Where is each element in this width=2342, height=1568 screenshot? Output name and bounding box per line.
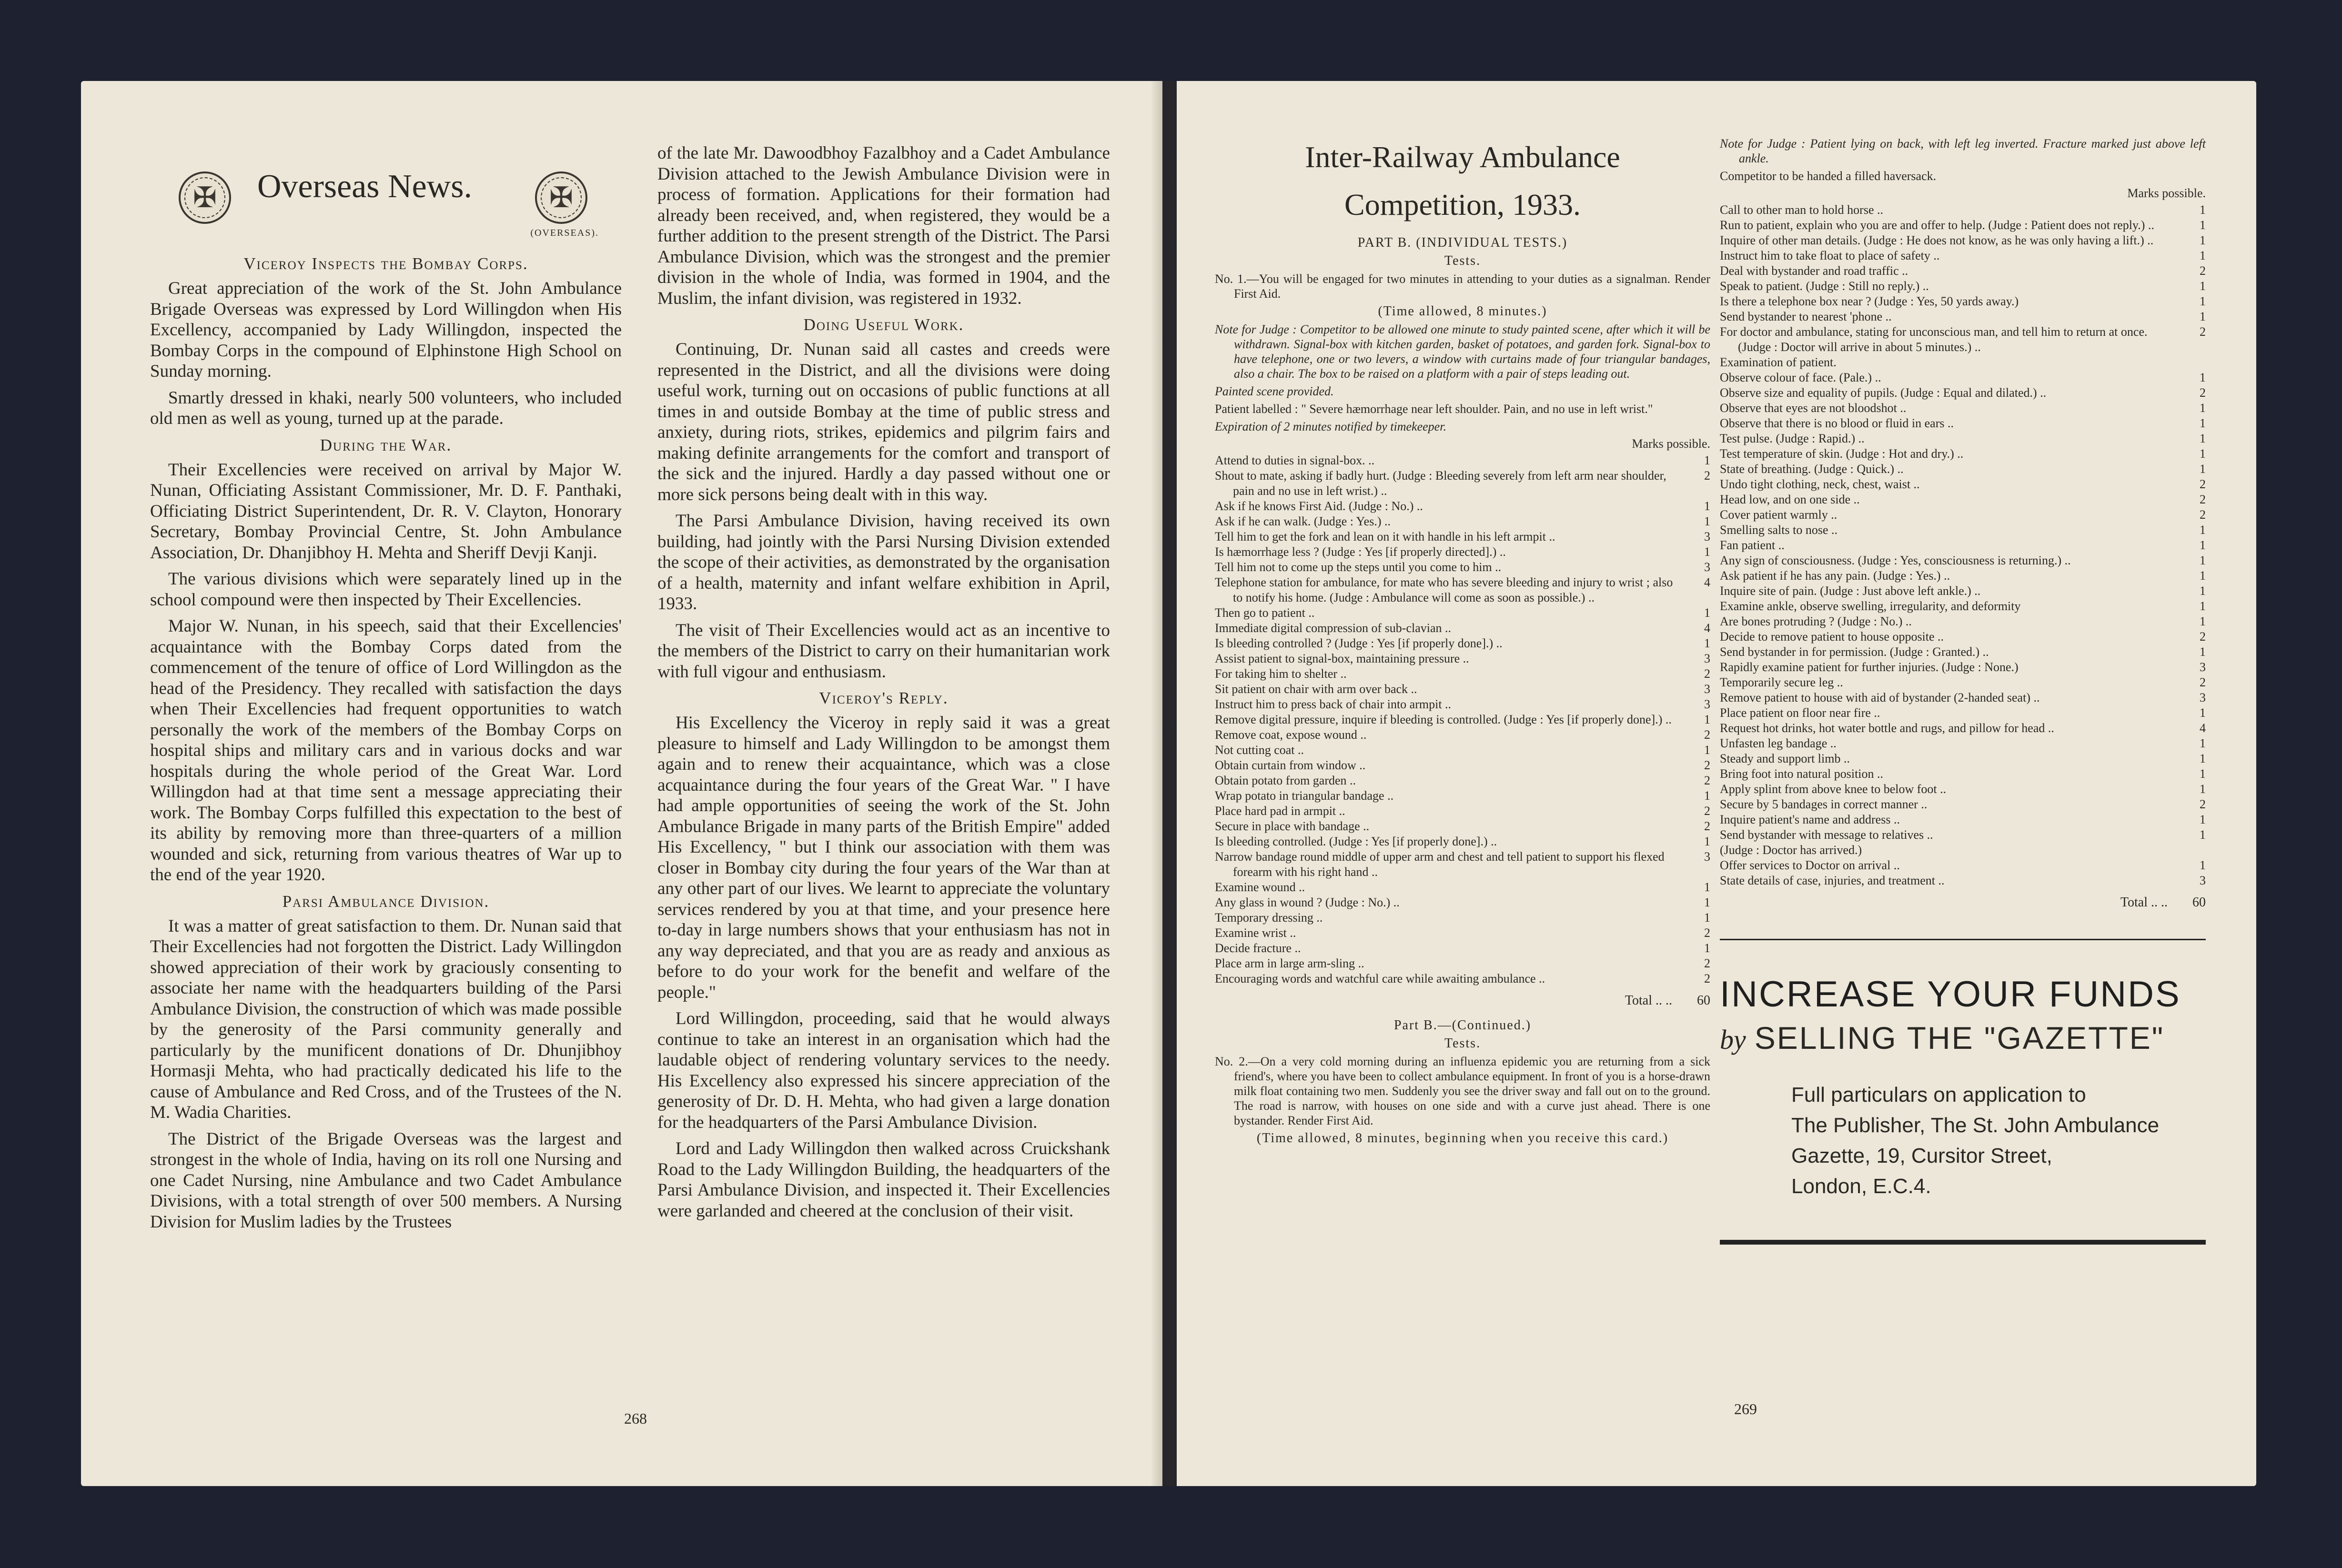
marks-row-points: 1 xyxy=(2200,249,2206,262)
marks-row xyxy=(1720,583,2206,599)
marks-row-text: Cover patient warmly .. xyxy=(1720,508,1837,522)
marks-row-text: Test temperature of skin. (Judge : Hot and dry.) .. xyxy=(1720,447,1964,461)
right-column-1 xyxy=(1215,81,1710,1149)
marks-row-text: Assist patient to signal-box, maintaining pressure .. xyxy=(1215,652,1469,665)
marks-row-text: Tell him to get the fork and lean on it with handle in his left armpit .. xyxy=(1215,530,1555,543)
title-row xyxy=(150,152,622,248)
marks-row xyxy=(1720,324,2206,355)
marks-row-points: 2 xyxy=(2200,630,2206,643)
marks-row-text: Narrow bandage round middle of upper arm and chest and tell patient to support his flexed forearm with his right hand .. xyxy=(1215,850,1665,879)
competition-title xyxy=(1215,133,1710,229)
marks-row-text: Ask if he knows First Aid. (Judge : No.) .. xyxy=(1215,499,1423,513)
advert-headline: INCREASE YOUR FUNDS xyxy=(1720,974,2181,1015)
marks-row-points: 1 xyxy=(2200,401,2206,415)
marks-row-points: 3 xyxy=(1704,652,1710,665)
marks-row-text: Is hæmorrhage less ? (Judge : Yes [if properly directed].) .. xyxy=(1215,545,1506,559)
marks-row-points: 3 xyxy=(2200,660,2206,674)
marks-row xyxy=(1720,797,2206,812)
marks-row xyxy=(1215,895,1710,910)
marks-row-points: 1 xyxy=(2200,462,2206,476)
left-column-1 xyxy=(150,152,622,1238)
marks-row xyxy=(1720,401,2206,416)
marks-row-text: Is there a telephone box near ? (Judge : Yes, 50 yards away.) xyxy=(1720,294,2019,308)
marks-row xyxy=(1720,644,2206,660)
marks-row xyxy=(1215,697,1710,712)
advert-line-2: The Publisher, The St. John Ambulance xyxy=(1791,1114,2160,1137)
total-value: 60 xyxy=(2192,895,2206,910)
test-1-time: (Time allowed, 8 minutes.) xyxy=(1378,304,1547,319)
marks-row-text: Encouraging words and watchful care while awaiting ambulance .. xyxy=(1215,972,1545,985)
marks-row-points: 1 xyxy=(2200,767,2206,781)
article-column-1 xyxy=(150,254,622,1232)
marks-row-points: 1 xyxy=(2200,645,2206,659)
marks-row xyxy=(1215,666,1710,682)
marks-row-points: 1 xyxy=(2200,416,2206,430)
marks-row-text: Decide to remove patient to house opposite .. xyxy=(1720,630,1944,643)
marks-row-text: Are bones protruding ? (Judge : No.) .. xyxy=(1720,614,1912,628)
painted-scene-note: Painted scene provided. xyxy=(1215,384,1334,398)
marks-row-points: 1 xyxy=(2200,447,2206,461)
marks-row xyxy=(1215,925,1710,941)
marks-row-text: Send bystander in for permission. (Judge : Granted.) .. xyxy=(1720,645,1989,659)
marks-row-points: 2 xyxy=(1704,774,1710,787)
test-2-total-row xyxy=(1720,895,2206,910)
marks-row-points: 1 xyxy=(2200,523,2206,537)
marks-row-text: Place arm in large arm-sling .. xyxy=(1215,956,1364,970)
article-paragraph: of the late Mr. Dawoodbhoy Fazalbhoy and a Cadet Ambulance Division attached to the Jewish Ambulance Division were in process of formation. Applications for their formation had already been received, and, when registered, they would be a further addition to the present strength of the District. The Parsi Ambulance Division, which was the strongest and the premier division in the whole of India, was formed in 1904, and the Muslim, the infant division, was registered in 1932. xyxy=(657,143,1110,308)
marks-row-points: 2 xyxy=(1704,469,1710,482)
marks-row-points: 1 xyxy=(1704,606,1710,620)
marks-row xyxy=(1215,682,1710,697)
marks-row-text: Examination of patient. xyxy=(1720,355,1837,369)
test-2-time: (Time allowed, 8 minutes, beginning when you receive this card.) xyxy=(1256,1131,1669,1146)
marks-row-points: 1 xyxy=(1704,834,1710,848)
marks-row-points: 1 xyxy=(2200,310,2206,323)
marks-row xyxy=(1215,727,1710,743)
marks-row-points: 1 xyxy=(2200,371,2206,384)
marks-row xyxy=(1720,553,2206,568)
marks-row-text: Place patient on floor near fire .. xyxy=(1720,706,1880,720)
marks-row-points: 1 xyxy=(1704,636,1710,650)
marks-row xyxy=(1215,910,1710,925)
marks-row xyxy=(1215,788,1710,804)
marks-row-text: Temporary dressing .. xyxy=(1215,911,1323,925)
marks-row-points: 1 xyxy=(1704,743,1710,757)
gazette-advert xyxy=(1720,939,2206,1245)
marks-row-points: 3 xyxy=(2200,874,2206,887)
marks-row-points: 2 xyxy=(2200,493,2206,506)
marks-row-text: For taking him to shelter .. xyxy=(1215,667,1347,681)
marks-row-points: 2 xyxy=(2200,477,2206,491)
marks-row xyxy=(1720,736,2206,751)
marks-row-text: Observe size and equality of pupils. (Judge : Equal and dilated.) .. xyxy=(1720,386,2047,400)
marks-row xyxy=(1215,941,1710,956)
marks-row xyxy=(1720,873,2206,888)
marks-row-points: 2 xyxy=(1704,819,1710,833)
marks-row-text: Decide fracture .. xyxy=(1215,941,1301,955)
marks-row-points: 1 xyxy=(2200,294,2206,308)
marks-row xyxy=(1215,651,1710,666)
marks-row xyxy=(1720,568,2206,583)
advert-by: by xyxy=(1720,1024,1746,1055)
marks-row-text: Steady and support limb .. xyxy=(1720,752,1850,765)
marks-row-text: Attend to duties in signal-box. .. xyxy=(1215,453,1375,467)
marks-row-points: 1 xyxy=(1704,453,1710,467)
advert-body xyxy=(1720,1080,2206,1202)
marks-row-points: 1 xyxy=(2200,569,2206,583)
advert-line-4: London, E.C.4. xyxy=(1791,1175,1931,1198)
marks-row-text: Send bystander to nearest 'phone .. xyxy=(1720,310,1892,323)
article-paragraph: It was a matter of great satisfaction to them. Dr. Nunan said that Their Excellencies had not forgotten the District. Lady Willingdon showed appreciation of their work by graciously consenting to associate her name with the headquarters building of the Parsi Ambulance Division, the construction of which was made possible by the generosity of the Parsi community generally and particularly by the munificent donations of Dr. Dhunjibhoy Hormasji Mehta, who had practically dedicated his life to the cause of Ambulance and Red Cross, and of the Trustees of the N. M. Wadia Charities. xyxy=(150,916,622,1122)
marks-row-text: Observe colour of face. (Pale.) .. xyxy=(1720,371,1881,384)
marks-row xyxy=(1720,370,2206,385)
article-paragraph: His Excellency the Viceroy in reply said it was a great pleasure to himself and Lady Willingdon to be amongst them again and to renew their acquaintance, which was a close acquaintance during the four years of the Great War. " I have had ample opportunities of seeing the work of the St. John Ambulance Brigade in many parts of the British Empire" added His Excellency, " but I think our association with them was closer in Bombay city during the four years of the War than at any other part of our lives. We learnt to appreciate the voluntary services rendered by you at that time, and your presence here to-day in large numbers shows that your enthusiasm has not in any way depreciated, and that you are as ready and anxious as before to do your work for the benefit and welfare of the people." xyxy=(657,713,1110,1002)
marks-row-points: 2 xyxy=(1704,758,1710,772)
marks-row xyxy=(1720,782,2206,797)
test-2-marks-table xyxy=(1720,202,2206,888)
expiration-note: Expiration of 2 minutes notified by timekeeper. xyxy=(1215,420,1446,433)
marks-row xyxy=(1720,599,2206,614)
marks-row xyxy=(1720,751,2206,766)
marks-row-text: Undo tight clothing, neck, chest, waist .. xyxy=(1720,477,1920,491)
right-page xyxy=(1177,81,2256,1486)
marks-row-points: 1 xyxy=(2200,584,2206,598)
advert-subline xyxy=(1720,1020,2206,1056)
section-heading: Parsi Ambulance Division. xyxy=(282,892,490,911)
marks-row-text: Rapidly examine patient for further injuries. (Judge : None.) xyxy=(1720,660,2019,674)
marks-row-points: 1 xyxy=(1704,941,1710,955)
marks-row-text: Test pulse. (Judge : Rapid.) .. xyxy=(1720,432,1865,445)
left-page xyxy=(81,81,1162,1486)
marks-row xyxy=(1720,629,2206,644)
article-paragraph: The visit of Their Excellencies would act as an incentive to the members of the District to carry on their humanitarian work with full vigour and enthusiasm. xyxy=(657,620,1110,682)
marks-row-points: 4 xyxy=(1704,621,1710,635)
marks-row-points: 3 xyxy=(1704,850,1710,864)
competition-title-line-1: Inter-Railway Ambulance xyxy=(1305,140,1620,174)
marks-row-text: Smelling salts to nose .. xyxy=(1720,523,1837,537)
total-label: Total .. .. xyxy=(2120,895,2168,910)
marks-row-text: State of breathing. (Judge : Quick.) .. xyxy=(1720,462,1904,476)
marks-row-text: Inquire site of pain. (Judge : Just above left ankle.) .. xyxy=(1720,584,1981,598)
marks-row xyxy=(1720,431,2206,446)
competition-title-line-2: Competition, 1933. xyxy=(1344,188,1581,221)
marks-row-points: 1 xyxy=(1704,880,1710,894)
marks-row xyxy=(1215,499,1710,514)
marks-row-text: Send bystander with message to relatives .. xyxy=(1720,828,1933,842)
marks-row-points: 1 xyxy=(2200,813,2206,826)
marks-row-text: Head low, and on one side .. xyxy=(1720,493,1860,506)
marks-row xyxy=(1215,956,1710,971)
marks-row-text: Remove digital pressure, inquire if bleeding is controlled. (Judge : Yes [if properly done].) .. xyxy=(1215,713,1672,726)
section-heading: Doing Useful Work. xyxy=(803,315,964,334)
marks-row-text: Immediate digital compression of sub-clavian .. xyxy=(1215,621,1452,635)
marks-row xyxy=(1720,248,2206,263)
marks-row-text: Any glass in wound ? (Judge : No.) .. xyxy=(1215,895,1400,909)
marks-row-text: Telephone station for ambulance, for mate who has severe bleeding and injury to wrist ; also to notify his home. (Judge : Ambulance will come as soon as possible.) .. xyxy=(1215,575,1673,604)
marks-row-points: 1 xyxy=(2200,553,2206,567)
marks-row xyxy=(1215,605,1710,621)
st-john-emblem-icon: ✠ xyxy=(535,171,587,224)
marks-row xyxy=(1215,575,1710,605)
marks-row xyxy=(1215,743,1710,758)
article-paragraph: The District of the Brigade Overseas was the largest and strongest in the whole of India, having on its roll one Nursing and one Cadet Nursing, nine Ambulance and two Cadet Ambulance Divisions, with a total strength of over 500 members. A Nursing Division for Muslim ladies by the Trustees xyxy=(150,1129,622,1232)
marks-row-points: 1 xyxy=(2200,736,2206,750)
marks-row-text: Secure in place with bandage .. xyxy=(1215,819,1370,833)
tests-label: Tests. xyxy=(1444,253,1481,268)
article-paragraph: Lord Willingdon, proceeding, said that he would always continue to take an interest in an organisation which had the laudable object of rendering voluntary services to the needy. His Excellency also expressed his sincere appreciation of the generosity of Dr. D. H. Mehta, who had given a large donation for the headquarters of the Parsi Ambulance Division. xyxy=(657,1009,1110,1132)
marks-row xyxy=(1720,538,2206,553)
marks-possible-heading-2: Marks possible. xyxy=(2127,186,2206,200)
marks-row-text: Temporarily secure leg .. xyxy=(1720,675,1843,689)
marks-row-text: Call to other man to hold horse .. xyxy=(1720,203,1884,217)
marks-row-points: 1 xyxy=(1704,514,1710,528)
marks-row xyxy=(1720,263,2206,279)
page-number: 269 xyxy=(1734,1400,1757,1417)
marks-row xyxy=(1720,294,2206,309)
overseas-tag: (OVERSEAS). xyxy=(530,228,599,238)
article-paragraph: Major W. Nunan, in his speech, said that their Excellencies' acquaintance with the Bombay Corps dated from the commencement of the tenure of office of Lord Willingdon as the head of the Presidency. They recalled with satisfaction the days when Their Excellencies had frequent opportunities to watch personally the work of the members of the Bombay Corps on hospital ships and military cars and in various docks and war hospitals during the whole period of the Great War. Lord Willingdon had at that time sent a message appreciating their work. The Bombay Corps fulfilled this expectation to the best of its ability by removing more than three-quarters of a million wounded and sick, returning from various theatres of War up to the end of the year 1920. xyxy=(150,616,622,885)
marks-row-points: 2 xyxy=(2200,675,2206,689)
marks-row-points: 1 xyxy=(1704,789,1710,803)
marks-row xyxy=(1720,705,2206,721)
article-paragraph: Lord and Lady Willingdon then walked across Cruickshank Road to the Lady Willingdon Building, the headquarters of the Parsi Ambulance Division, and inspected it. Their Excellencies were garlanded and cheered at the conclusion of their visit. xyxy=(657,1139,1110,1221)
marks-row-points: 1 xyxy=(2200,752,2206,765)
marks-row xyxy=(1215,453,1710,468)
marks-row-points: 1 xyxy=(2200,706,2206,720)
marks-row xyxy=(1720,827,2206,843)
marks-row-points: 1 xyxy=(1704,545,1710,559)
marks-row xyxy=(1720,660,2206,675)
marks-row xyxy=(1720,279,2206,294)
marks-row-points: 1 xyxy=(2200,828,2206,842)
marks-row xyxy=(1720,523,2206,538)
marks-row-points: 2 xyxy=(2200,508,2206,522)
part-b-continued: Part B.—(Continued.) xyxy=(1393,1018,1532,1033)
marks-row-text: Ask if he can walk. (Judge : Yes.) .. xyxy=(1215,514,1391,528)
marks-row xyxy=(1215,514,1710,529)
marks-row-text: Examine wrist .. xyxy=(1215,926,1296,940)
marks-row-text: Sit patient on chair with arm over back .. xyxy=(1215,682,1417,696)
marks-row-text: Apply splint from above knee to below foot .. xyxy=(1720,782,1947,796)
marks-row xyxy=(1215,880,1710,895)
haversack-note: Competitor to be handed a filled haversack. xyxy=(1720,169,1937,183)
marks-row-text: (Judge : Doctor has arrived.) xyxy=(1720,843,1862,857)
article-paragraph: Great appreciation of the work of the St. John Ambulance Brigade Overseas was expressed by Lord Willingdon when His Excellency, accompanied by Lady Willingdon, inspected the Bombay Corps in the compound of Elphinstone High School on Sunday morning. xyxy=(150,279,622,381)
marks-row-points: 2 xyxy=(1704,972,1710,985)
marks-row-text: Examine wound .. xyxy=(1215,880,1305,894)
marks-row xyxy=(1720,446,2206,462)
marks-row-points: 1 xyxy=(2200,218,2206,232)
marks-row-text: Inquire of other man details. (Judge : He does not know, as he was only having a lift.) .. xyxy=(1720,233,2154,247)
article-paragraph: Smartly dressed in khaki, nearly 500 volunteers, who included old men as well as young, turned up at the parade. xyxy=(150,388,622,428)
test-1-instructions: No. 1.—You will be engaged for two minutes in attending to your duties as a signalman. Render First Aid. xyxy=(1215,272,1710,301)
marks-row-points: 2 xyxy=(2200,264,2206,278)
total-value: 60 xyxy=(1697,993,1710,1008)
marks-row-points: 2 xyxy=(1704,926,1710,940)
article-paragraph: Their Excellencies were received on arrival by Major W. Nunan, Officiating Assistant Commissioner, Mr. D. F. Panthaki, Officiating District Superintendent, Dr. R. V. Clayton, Honorary Secretary, Bombay Provincial Centre, St. John Ambulance Association, Dr. Dhanjibhoy H. Mehta and Sheriff Devji Kanji. xyxy=(150,460,622,563)
test-2-instructions: No. 2.—On a very cold morning during an influenza epidemic you are returning from a sick friend's, where you have been to collect ambulance equipment. In front of you is a horse-drawn milk float containing two men. Suddenly you see the driver sway and fall out on to the ground. The road is narrow, with houses on one side and with a curve just ahead. There is one bystander. Render First Aid. xyxy=(1215,1055,1710,1127)
marks-row xyxy=(1720,507,2206,523)
marks-row-text: Observe that there is no blood or fluid in ears .. xyxy=(1720,416,1954,430)
section-heading: During the War. xyxy=(320,435,452,454)
section-heading: Viceroy Inspects the Bombay Corps. xyxy=(243,254,528,273)
marks-row-points: 1 xyxy=(2200,432,2206,445)
marks-row xyxy=(1215,636,1710,651)
article-paragraph: The Parsi Ambulance Division, having received its own building, had jointly with the Parsi Nursing Division extended the scope of their activities, as demonstrated by the organisation of a health, maternity and infant welfare exhibition in April, 1933. xyxy=(657,511,1110,613)
marks-row-text: Tell him not to come up the steps until you come to him .. xyxy=(1215,560,1502,574)
marks-row-text: Unfasten leg bandage .. xyxy=(1720,736,1837,750)
marks-row-text: Obtain curtain from window .. xyxy=(1215,758,1366,772)
marks-row-text: Ask patient if he has any pain. (Judge : Yes.) .. xyxy=(1720,569,1950,583)
marks-row-text: Secure by 5 bandages in correct manner .. xyxy=(1720,797,1928,811)
st-john-emblem-icon: ✠ xyxy=(179,171,231,224)
marks-row xyxy=(1720,675,2206,690)
marks-row-points: 3 xyxy=(2200,691,2206,704)
marks-row-text: Instruct him to take float to place of safety .. xyxy=(1720,249,1940,262)
marks-row-points: 1 xyxy=(1704,911,1710,925)
marks-row-points: 1 xyxy=(1704,895,1710,909)
marks-row-points: 3 xyxy=(1704,682,1710,696)
marks-row-points: 1 xyxy=(2200,599,2206,613)
marks-row-text: Instruct him to press back of chair into armpit .. xyxy=(1215,697,1452,711)
marks-row-text: Obtain potato from garden .. xyxy=(1215,774,1356,787)
page-number: 268 xyxy=(624,1410,647,1427)
marks-row xyxy=(1720,385,2206,401)
test-1-total-row xyxy=(1215,993,1710,1008)
marks-row xyxy=(1720,858,2206,873)
marks-row-text: Examine ankle, observe swelling, irregularity, and deformity xyxy=(1720,599,2021,613)
marks-row xyxy=(1720,766,2206,782)
marks-row xyxy=(1720,843,2206,858)
marks-row-points: 1 xyxy=(2200,614,2206,628)
patient-label: Patient labelled : " Severe hæmorrhage near left shoulder. Pain, and no use in left wrist." xyxy=(1215,402,1653,416)
marks-row-text: Remove patient to house with aid of bystander (2-handed seat) .. xyxy=(1720,691,2040,704)
marks-row xyxy=(1215,819,1710,834)
marks-row-text: Place hard pad in armpit .. xyxy=(1215,804,1345,818)
marks-row xyxy=(1215,560,1710,575)
article-paragraph: The various divisions which were separately lined up in the school compound were then inspected by Their Excellencies. xyxy=(150,569,622,610)
marks-row-points: 2 xyxy=(1704,667,1710,681)
marks-row-text: Run to patient, explain who you are and offer to help. (Judge : Patient does not reply.) .. xyxy=(1720,218,2154,232)
marks-row-points: 3 xyxy=(1704,697,1710,711)
marks-row-text: Bring foot into natural position .. xyxy=(1720,767,1884,781)
marks-row-text: Wrap potato in triangular bandage .. xyxy=(1215,789,1394,803)
marks-row-text: Fan patient .. xyxy=(1720,538,1785,552)
advert-line-3: Gazette, 19, Cursitor Street, xyxy=(1791,1144,2052,1167)
marks-row-text: Shout to mate, asking if badly hurt. (Judge : Bleeding severely from left arm near shoulder, pain and no use in left wrist.) .. xyxy=(1215,469,1666,498)
left-column-2 xyxy=(657,143,1110,1227)
advert-line-1: Full particulars on application to xyxy=(1791,1083,2086,1106)
marks-row-points: 1 xyxy=(2200,858,2206,872)
marks-row-points: 3 xyxy=(1704,560,1710,574)
marks-row-points: 1 xyxy=(2200,279,2206,293)
test-2-judge-note: Note for Judge : Patient lying on back, with left leg inverted. Fracture marked just above left ankle. xyxy=(1720,137,2206,165)
marks-row xyxy=(1720,477,2206,492)
test-1-marks-table xyxy=(1215,453,1710,986)
marks-possible-heading: Marks possible. xyxy=(1632,437,1710,451)
marks-row-points: 1 xyxy=(2200,203,2206,217)
marks-row-points: 2 xyxy=(1704,956,1710,970)
marks-row xyxy=(1720,690,2206,705)
marks-row-text: Speak to patient. (Judge : Still no reply.) .. xyxy=(1720,279,1929,293)
marks-row-text: Remove coat, expose wound .. xyxy=(1215,728,1367,742)
marks-row-points: 2 xyxy=(2200,386,2206,400)
advert-selling: SELLING THE "GAZETTE" xyxy=(1754,1020,2165,1055)
marks-row xyxy=(1720,492,2206,507)
marks-row-text: Any sign of consciousness. (Judge : Yes, consciousness is returning.) .. xyxy=(1720,553,2071,567)
marks-row-text: Observe that eyes are not bloodshot .. xyxy=(1720,401,1907,415)
article-paragraph: Continuing, Dr. Nunan said all castes and creeds were represented in the District, and all the divisions were doing useful work, turning out on occasions of public functions at all times in and outside Bombay at the time of public stress and anxiety, during riots, strikes, epidemics and pilgrim fairs and making definite arrangements for the comfort and transport of the sick and the injured. Hardly a day passed without one or more sick persons being dealt with in this way. xyxy=(657,340,1110,504)
marks-row xyxy=(1215,849,1710,880)
article-column-2 xyxy=(657,143,1110,1221)
marks-row xyxy=(1720,202,2206,218)
marks-row-text: Not cutting coat .. xyxy=(1215,743,1304,757)
marks-row-text: Offer services to Doctor on arrival .. xyxy=(1720,858,1900,872)
marks-row-points: 3 xyxy=(1704,530,1710,543)
marks-row-text: Inquire patient's name and address .. xyxy=(1720,813,1900,826)
marks-row xyxy=(1215,529,1710,544)
marks-row-points: 1 xyxy=(2200,233,2206,247)
marks-row xyxy=(1215,544,1710,560)
marks-row xyxy=(1720,218,2206,233)
marks-row-text: Is bleeding controlled ? (Judge : Yes [if properly done].) .. xyxy=(1215,636,1503,650)
marks-row-text: Then go to patient .. xyxy=(1215,606,1315,620)
marks-row xyxy=(1720,812,2206,827)
marks-row xyxy=(1215,834,1710,849)
marks-row xyxy=(1720,614,2206,629)
marks-row-text: Deal with bystander and road traffic .. xyxy=(1720,264,1908,278)
section-heading: Viceroy's Reply. xyxy=(819,689,949,707)
marks-row-points: 1 xyxy=(2200,538,2206,552)
tests-label-2: Tests. xyxy=(1444,1036,1481,1051)
marks-row-points: 2 xyxy=(2200,797,2206,811)
marks-row xyxy=(1720,309,2206,324)
marks-row-points: 1 xyxy=(2200,782,2206,796)
page-title: Overseas News. xyxy=(257,168,472,205)
marks-row-points: 2 xyxy=(2200,325,2206,339)
marks-row-text: Request hot drinks, hot water bottle and rugs, and pillow for head .. xyxy=(1720,721,2054,735)
marks-row xyxy=(1215,758,1710,773)
marks-row xyxy=(1720,416,2206,431)
advert-bottom-rule xyxy=(1720,1240,2206,1245)
marks-row xyxy=(1215,468,1710,499)
marks-row-points: 1 xyxy=(1704,713,1710,726)
marks-row xyxy=(1720,462,2206,477)
marks-row xyxy=(1215,712,1710,727)
marks-row-points: 4 xyxy=(1704,575,1710,589)
marks-row xyxy=(1720,721,2206,736)
marks-row-points: 2 xyxy=(1704,804,1710,818)
marks-row xyxy=(1215,621,1710,636)
marks-row-points: 2 xyxy=(1704,728,1710,742)
total-label: Total .. .. xyxy=(1625,993,1672,1008)
marks-row-points: 4 xyxy=(2200,721,2206,735)
right-column-2 xyxy=(1720,133,2206,1245)
marks-row-text: State details of case, injuries, and treatment .. xyxy=(1720,874,1945,887)
marks-row xyxy=(1720,355,2206,370)
marks-row-text: Is bleeding controlled. (Judge : Yes [if properly done].) .. xyxy=(1215,834,1497,848)
test-1-judge-note: Note for Judge : Competitor to be allowed one minute to study painted scene, after which it will be withdrawn. Signal-box with kitchen garden, basket of potatoes, and garden fork. Signal-box to have telephone, one or two levers, a window with curtains made of four triangular bandages, also a chair. The box to be raised on a platform with a pair of steps leading out. xyxy=(1215,322,1710,381)
part-b-heading: PART B. (INDIVIDUAL TESTS.) xyxy=(1357,235,1568,250)
marks-row-points: 1 xyxy=(1704,499,1710,513)
marks-row xyxy=(1215,773,1710,788)
marks-row xyxy=(1215,971,1710,986)
marks-row-text: For doctor and ambulance, stating for unconscious man, and tell him to return at once. (Judge : Doctor will arrive in about 5 minutes.) .. xyxy=(1720,325,2148,354)
marks-row xyxy=(1720,233,2206,248)
marks-row xyxy=(1215,804,1710,819)
